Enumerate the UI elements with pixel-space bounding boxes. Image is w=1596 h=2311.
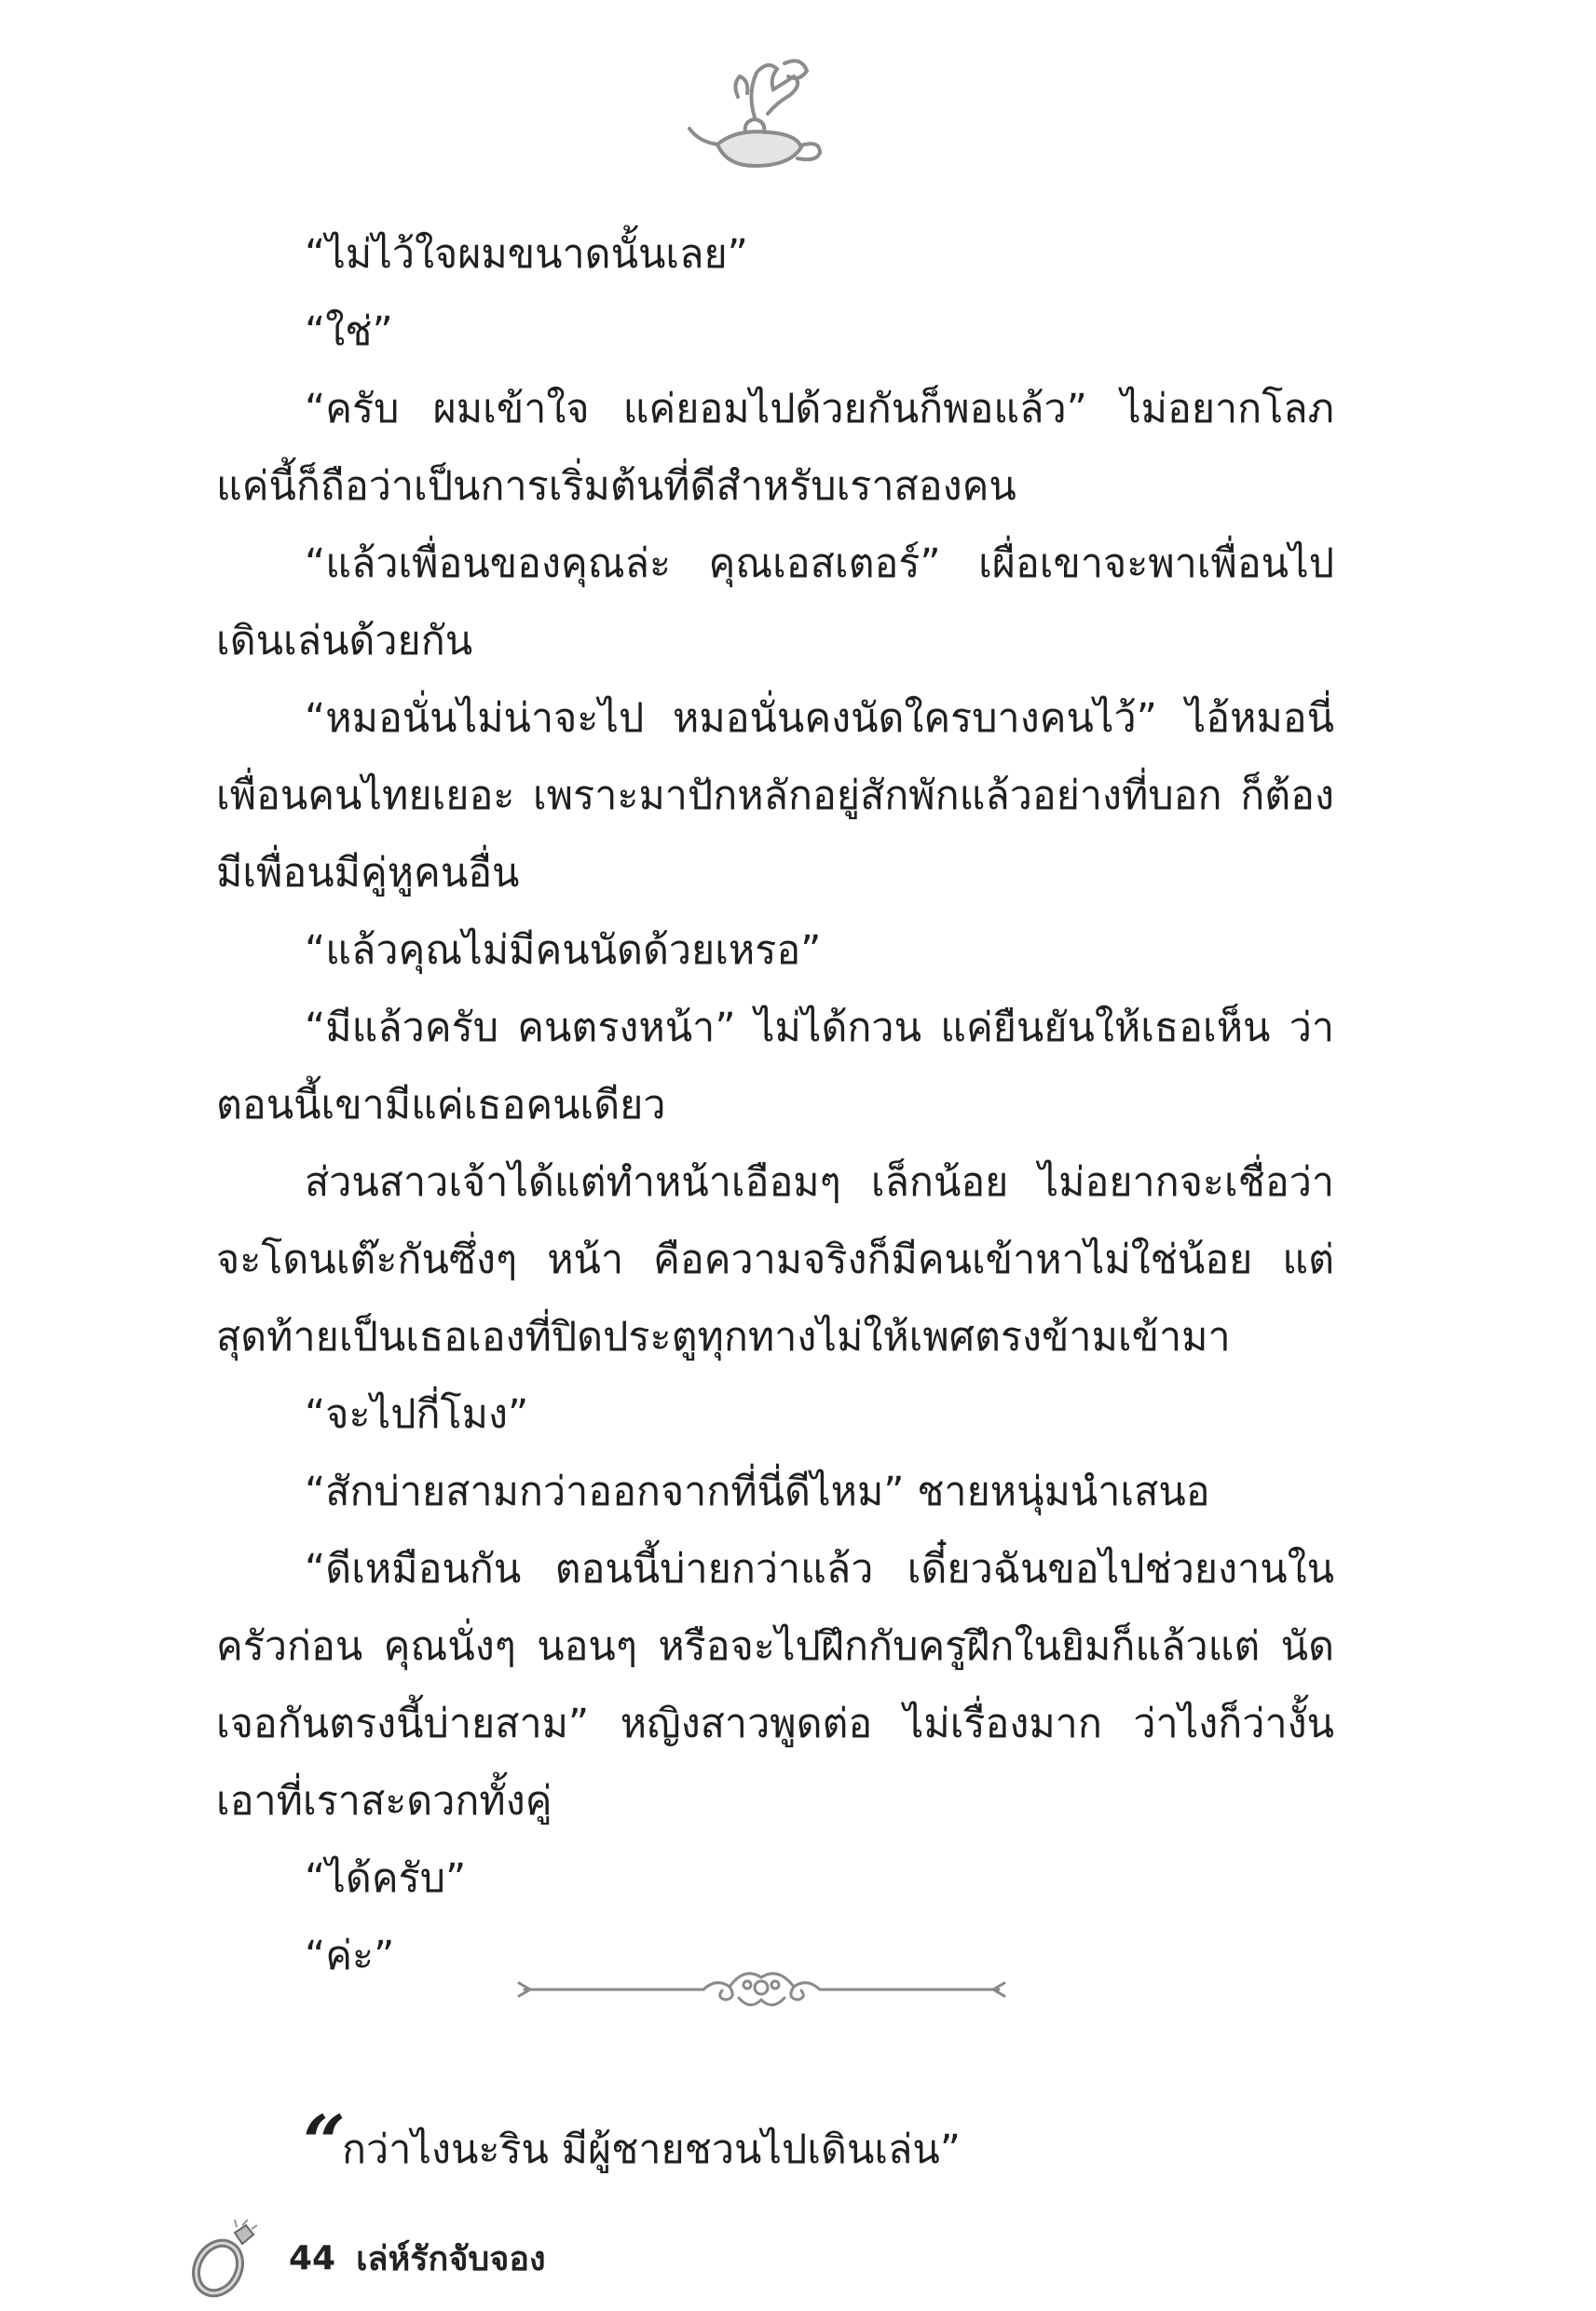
- page-number: 44: [289, 2238, 336, 2277]
- paragraph: “ดีเหมือนกัน ตอนนี้บ่ายกว่าแล้ว เดี๋ยวฉันขอไปช่วยงานในครัวก่อน คุณนั่งๆ นอนๆ หรือจะไปฝึกกับครูฝึกในยิมก็แล้วแต่ นัดเจอกันตรงนี้บ่ายสาม” หญิงสาวพูดต่อ ไม่เรื่องมาก ว่าไงก็ว่างั้นเอาที่เราสะดวกทั้งคู่: [216, 1546, 1334, 1825]
- paragraph: “ไม่ไว้ใจผมขนาดนั้นเลย”: [305, 231, 748, 278]
- paragraph: “หมอนั่นไม่น่าจะไป หมอนั่นคงนัดใครบางคนไว้” ไอ้หมอนี่เพื่อนคนไทยเยอะ เพราะมาปักหลักอยู่สักพักแล้วอย่างที่บอก ก็ต้องมีเพื่อนมีคู่หูคนอื่น: [216, 695, 1334, 896]
- page-footer: [186, 2216, 546, 2300]
- paragraph: “จะไปกี่โมง”: [305, 1391, 529, 1438]
- body-text: [216, 216, 1334, 1995]
- paragraph: “ได้ครับ”: [305, 1855, 467, 1902]
- paragraph: “แล้วคุณไม่มีคนนัดด้วยเหรอ”: [305, 927, 822, 974]
- paragraph: “ใช่”: [305, 308, 393, 355]
- paragraph: “สักบ่ายสามกว่าออกจากที่นี่ดีไหม” ชายหนุ่มนำเสนอ: [305, 1469, 1210, 1515]
- drop-quote-mark: “: [303, 2099, 343, 2186]
- paragraph: “แล้วเพื่อนของคุณล่ะ คุณเอสเตอร์” เผื่อเขาจะพาเพื่อนไปเดินเล่นด้วยกัน: [216, 540, 1334, 664]
- paragraph: “ครับ ผมเข้าใจ แค่ยอมไปด้วยกันก็พอแล้ว” ไม่อยากโลภ แค่นี้ก็ถือว่าเป็นการเริ่มต้นที่ดีสำหรับเราสองคน: [216, 386, 1334, 510]
- paragraph: ส่วนสาวเจ้าได้แต่ทำหน้าเอือมๆ เล็กน้อย ไม่อยากจะเชื่อว่าจะโดนเต๊ะกันซึ่งๆ หน้า คือความจริงก็มีคนเข้าหาไม่ใช่น้อย แต่สุดท้ายเป็นเธอเองที่ปิดประตูทุกทางไม่ให้เพศตรงข้ามเข้ามา: [216, 1159, 1334, 1361]
- paragraph: “มีแล้วครับ คนตรงหน้า” ไม่ได้กวน แค่ยืนยันให้เธอเห็น ว่าตอนนี้เขามีแค่เธอคนเดียว: [216, 1005, 1334, 1128]
- book-title: เล่ห์รักจับจอง: [356, 2239, 546, 2278]
- paragraph: “ค่ะ”: [305, 1933, 395, 1979]
- opening-line: กว่าไงนะริน มีผู้ชายชวนไปเดินเล่น”: [342, 2126, 962, 2173]
- cupid-teapot-ornament-icon: [680, 56, 829, 177]
- next-scene-opening: [303, 2099, 1328, 2189]
- ring-icon: [186, 2216, 261, 2300]
- scroll-divider-icon: [517, 1957, 1006, 2022]
